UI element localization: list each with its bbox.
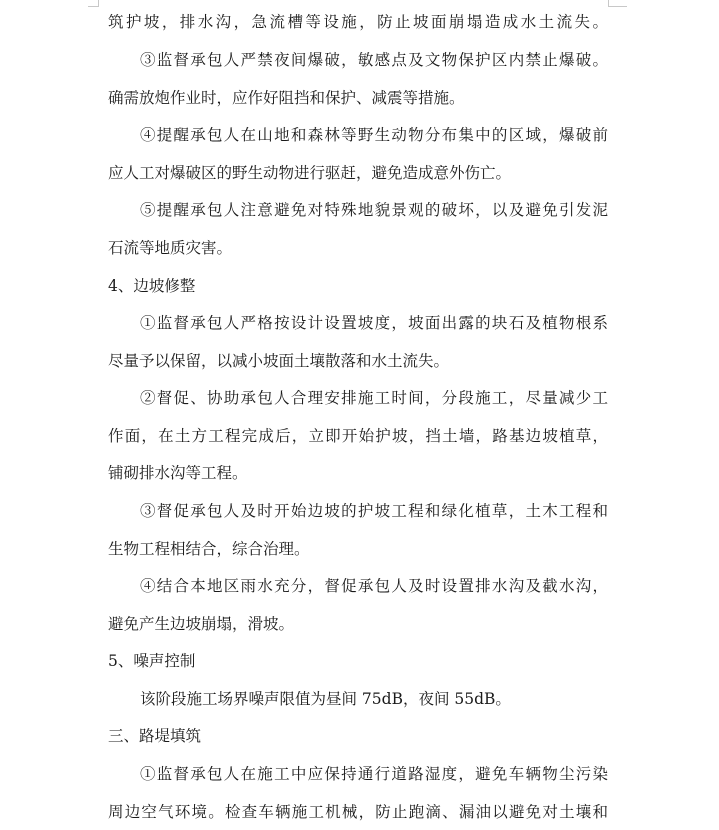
section-heading: 4、边坡修整 xyxy=(108,277,196,295)
paragraph-line: 铺砌排水沟等工程。 xyxy=(108,464,248,482)
paragraph-line: ①监督承包人在施工中应保持通行道路湿度，避免车辆物尘污染 xyxy=(140,765,608,783)
section-heading: 三、路堤填筑 xyxy=(108,727,202,745)
paragraph-line: ③监督承包人严禁夜间爆破，敏感点及文物保护区内禁止爆破。 xyxy=(140,51,608,69)
paragraph-line: 筑护坡，排水沟，急流槽等设施，防止坡面崩塌造成水土流失。 xyxy=(108,13,608,31)
paragraph-line: 尽量予以保留，以减小坡面土壤散落和水土流失。 xyxy=(108,352,450,370)
paragraph-line: 作面，在土方工程完成后，立即开始护坡，挡土墙，路基边坡植草， xyxy=(108,427,608,445)
paragraph-line: ⑤提醒承包人注意避免对特殊地貌景观的破坏，以及避免引发泥 xyxy=(140,201,608,219)
page-corner-mark-right xyxy=(608,0,627,7)
paragraph-line: 避免产生边坡崩塌，滑坡。 xyxy=(108,615,295,633)
paragraph-line: 周边空气环境。检查车辆施工机械，防止跑滴、漏油以避免对土壤和 xyxy=(108,803,608,821)
paragraph-line: 确需放炮作业时，应作好阻挡和保护、减震等措施。 xyxy=(108,89,465,107)
paragraph-line: ③督促承包人及时开始边坡的护坡工程和绿化植草，土木工程和 xyxy=(140,502,608,520)
paragraph-line: ④提醒承包人在山地和森林等野生动物分布集中的区域，爆破前 xyxy=(140,126,608,144)
paragraph-line: ④结合本地区雨水充分，督促承包人及时设置排水沟及截水沟， xyxy=(140,577,608,595)
paragraph-line: 该阶段施工场界噪声限值为昼间 75dB，夜间 55dB。 xyxy=(140,690,511,708)
paragraph-line: 生物工程相结合，综合治理。 xyxy=(108,540,310,558)
paragraph-line: 石流等地质灾害。 xyxy=(108,239,233,257)
section-heading: 5、噪声控制 xyxy=(108,652,196,670)
paragraph-line: 应人工对爆破区的野生动物进行驱赶，避免造成意外伤亡。 xyxy=(108,164,512,182)
paragraph-line: ①监督承包人严格按设计设置坡度，坡面出露的块石及植物根系 xyxy=(140,314,608,332)
paragraph-line: ②督促、协助承包人合理安排施工时间，分段施工，尽量减少工 xyxy=(140,389,608,407)
page-corner-mark-left xyxy=(88,0,99,7)
